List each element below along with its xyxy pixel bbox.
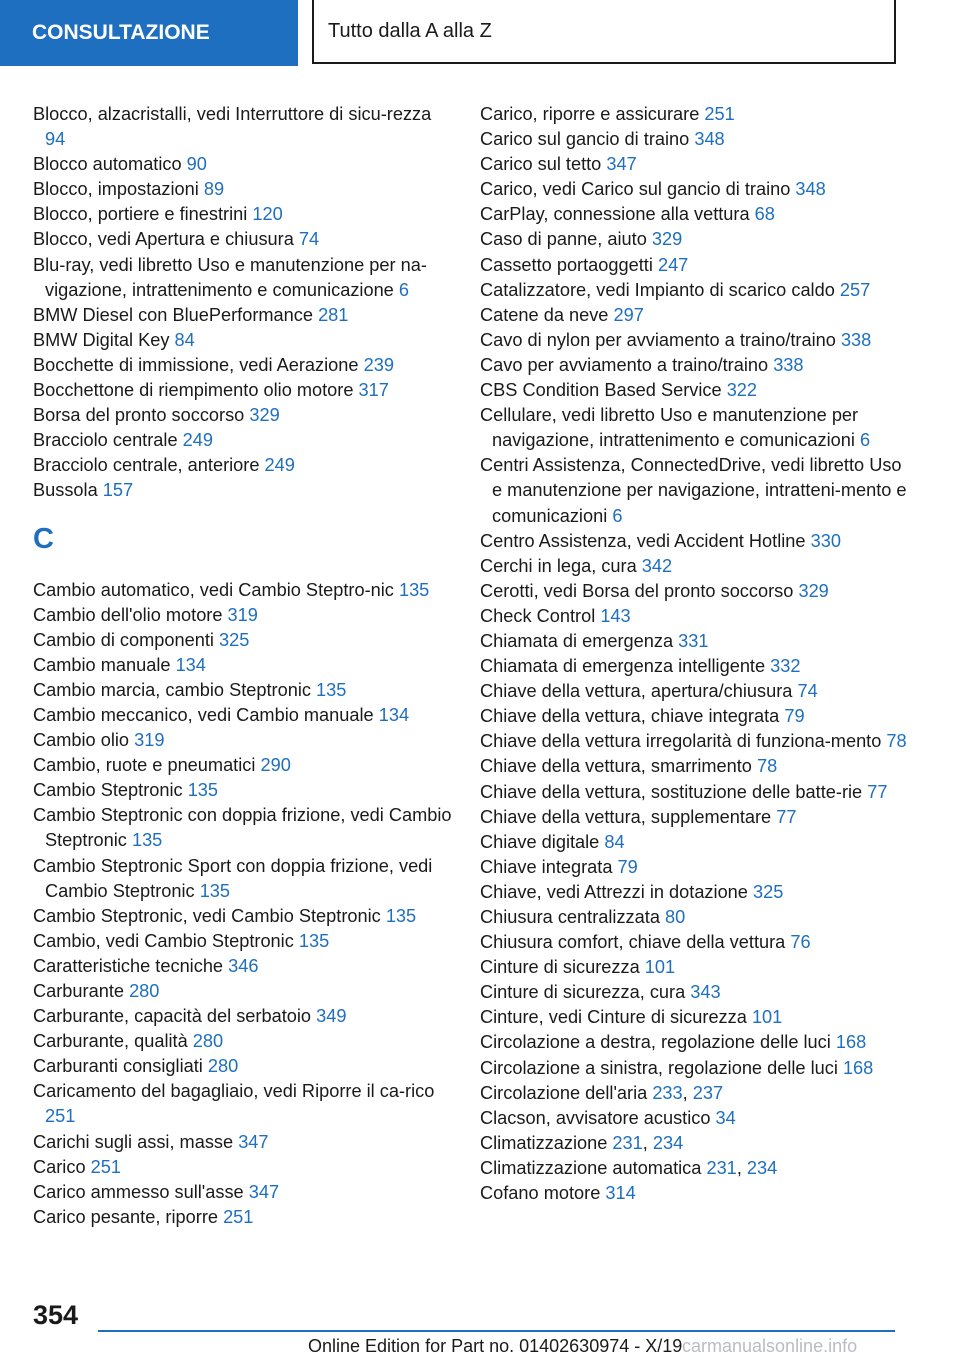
index-entry — [33, 854, 453, 904]
page-reference-link[interactable]: 101 — [751, 1007, 783, 1028]
page-reference-link[interactable]: 290 — [260, 755, 291, 776]
page-reference-link[interactable]: 237 — [692, 1082, 724, 1103]
index-term: Cambio, vedi Cambio Steptronic — [33, 930, 294, 951]
index-term: Cavo di nylon per avviamento a traino/traino — [480, 329, 836, 350]
index-term: Centri Assistenza, ConnectedDrive, vedi libretto Uso e manutenzione per navigazione, intratteni-mento e comunicazioni — [480, 455, 907, 526]
page-reference-link[interactable]: 6 — [860, 430, 871, 451]
index-term: Cambio automatico, vedi Cambio Steptro-nic — [33, 579, 394, 600]
index-entry — [480, 554, 910, 579]
index-term: Chiusura centralizzata — [480, 907, 660, 927]
page-reference-link[interactable]: 89 — [203, 179, 225, 200]
index-entry: Circolazione dell'aria 233, 237 — [480, 1082, 724, 1103]
index-term: Chiave della vettura, apertura/chiusura — [480, 681, 793, 702]
page-reference-link[interactable]: 135 — [199, 880, 231, 901]
page-reference-link[interactable]: 101 — [644, 957, 676, 978]
index-entry — [480, 177, 910, 202]
page-reference-link[interactable]: 329 — [798, 580, 829, 601]
index-term: Catalizzatore, vedi Impianto di scarico caldo — [480, 279, 835, 300]
page-reference-link[interactable]: 347 — [606, 154, 637, 175]
index-entry — [480, 880, 910, 905]
index-entry — [480, 102, 910, 127]
page-reference-link[interactable]: 349 — [316, 1006, 347, 1027]
index-term: Caricamento del bagagliaio, vedi Riporre il ca-rico — [33, 1081, 435, 1102]
index-term: Cambio Steptronic Sport con doppia frizione, vedi Cambio Steptronic — [33, 855, 433, 901]
index-entry — [33, 227, 453, 252]
index-entry — [480, 453, 910, 528]
index-term: Caso di panne, aiuto — [480, 229, 647, 250]
page-reference-link[interactable]: 233 — [652, 1082, 683, 1103]
index-term: Chiave, vedi Attrezzi in dotazione — [480, 881, 748, 902]
index-term: Cinture di sicurezza, cura — [480, 982, 686, 1003]
index-entry — [33, 929, 453, 954]
index-entry — [33, 628, 453, 653]
page-reference-link[interactable]: 347 — [248, 1181, 280, 1202]
page-reference-link[interactable]: 77 — [867, 781, 888, 802]
index-entry — [480, 729, 910, 754]
page-reference-link[interactable]: 94 — [45, 129, 66, 150]
index-term: Carichi sugli assi, masse — [33, 1131, 234, 1152]
index-entry — [480, 1181, 910, 1206]
page-reference-link[interactable]: 329 — [249, 405, 280, 426]
index-term: Bocchette di immissione, vedi Aerazione — [33, 354, 359, 375]
index-entry — [480, 529, 910, 554]
index-term: Carico sul gancio di traino — [480, 129, 690, 150]
index-term: Check Control — [480, 605, 596, 626]
index-term: Cassetto portaoggetti — [480, 254, 653, 275]
index-term: Blu-ray, vedi libretto Uso e manutenzione per na-vigazione, intrattenimento e comunicazione — [33, 254, 427, 300]
page-reference-link[interactable]: 314 — [605, 1183, 636, 1204]
page-reference-link[interactable]: 317 — [358, 380, 389, 401]
index-entry — [33, 653, 453, 678]
index-entry — [480, 1030, 910, 1055]
page-reference-link[interactable]: 251 — [90, 1156, 121, 1177]
index-entry — [480, 328, 910, 353]
page-number: 354 — [33, 1300, 79, 1330]
page-reference-link[interactable]: 143 — [600, 605, 631, 626]
page-reference-link[interactable]: 74 — [797, 681, 818, 702]
page-reference-link[interactable]: 135 — [398, 579, 430, 600]
index-term: Bracciolo centrale, anteriore — [33, 455, 260, 476]
index-term: Climatizzazione automatica — [480, 1157, 702, 1178]
page-reference-link[interactable]: 168 — [835, 1032, 867, 1053]
index-term: Cambio meccanico, vedi Cambio manuale — [33, 704, 374, 725]
index-term: Chiave della vettura, chiave integrata — [480, 706, 780, 727]
page-reference-link[interactable]: 135 — [131, 830, 163, 851]
index-entry — [480, 704, 910, 729]
page-reference-link[interactable]: 346 — [228, 955, 259, 976]
index-column-left — [33, 102, 453, 1230]
index-entry — [33, 678, 453, 703]
index-term: Chiave integrata — [480, 856, 613, 877]
index-entry — [480, 152, 910, 177]
index-term: Cambio dell'olio motore — [33, 604, 223, 625]
page-reference-link[interactable]: 76 — [790, 932, 811, 953]
index-list-c — [33, 578, 453, 1230]
page-reference-link[interactable]: 134 — [175, 654, 206, 675]
index-term: Chiave della vettura, smarrimento — [480, 756, 752, 777]
index-entry — [33, 1155, 453, 1180]
page-reference-link[interactable]: 231 — [706, 1157, 737, 1178]
page-reference-link[interactable]: 342 — [641, 555, 673, 576]
index-entry — [480, 780, 910, 805]
footer-divider — [98, 1330, 895, 1332]
chapter-header — [312, 0, 896, 64]
page-reference-link[interactable]: 135 — [298, 930, 330, 951]
page-reference-link[interactable]: 319 — [134, 730, 165, 751]
chapter-title: Tutto dalla A alla Z — [328, 19, 492, 42]
index-entry — [480, 1005, 910, 1030]
index-term: Cambio manuale — [33, 654, 171, 675]
index-term: Carburanti consigliati — [33, 1056, 203, 1077]
page-reference-link[interactable]: 257 — [839, 279, 871, 300]
index-entry — [480, 930, 910, 955]
page-reference-link[interactable]: 78 — [756, 756, 778, 777]
page-reference-link[interactable]: 120 — [252, 204, 283, 225]
index-term: Bocchettone di riempimento olio motore — [33, 380, 354, 401]
index-term: Clacson, avvisatore acustico — [480, 1107, 711, 1128]
page-reference-link[interactable]: 168 — [842, 1057, 874, 1078]
index-entry — [33, 904, 453, 929]
index-term: Catene da neve — [480, 304, 609, 325]
page-reference-link[interactable]: 6 — [398, 279, 409, 300]
index-term: Carburante — [33, 981, 124, 1001]
index-term: Cavo per avviamento a traino/traino — [480, 354, 769, 375]
index-entry — [480, 579, 910, 604]
index-term: Cambio di componenti — [33, 629, 214, 650]
index-entry — [33, 478, 453, 503]
page-reference-link[interactable]: 249 — [264, 455, 295, 476]
index-entry — [33, 1054, 453, 1079]
page-reference-link[interactable]: 281 — [318, 304, 349, 325]
page-reference-link[interactable]: 280 — [207, 1056, 239, 1077]
index-entry: Climatizzazione automatica 231, 234 — [480, 1157, 778, 1178]
index-entry — [33, 603, 453, 628]
index-term: Carico, riporre e assicurare — [480, 104, 700, 124]
index-entry — [33, 453, 453, 478]
page-reference-link[interactable]: 239 — [363, 354, 394, 375]
index-entry — [33, 803, 453, 853]
index-term: Cambio marcia, cambio Steptronic — [33, 679, 311, 700]
index-term: BMW Digital Key — [33, 329, 170, 350]
index-term: Bussola — [33, 480, 98, 501]
index-entry — [33, 703, 453, 728]
index-entry: Climatizzazione 231, 234 — [480, 1132, 684, 1153]
index-entry — [480, 629, 910, 654]
page-reference-link[interactable]: 74 — [298, 229, 320, 250]
index-term: Cerotti, vedi Borsa del pronto soccorso — [480, 580, 794, 601]
index-term: Chiamata di emergenza — [480, 630, 674, 651]
page-reference-link[interactable]: 135 — [187, 780, 219, 801]
index-term: Chiusura comfort, chiave della vettura — [480, 932, 786, 953]
page-reference-link[interactable]: 332 — [770, 656, 801, 677]
index-entry — [33, 1029, 453, 1054]
edition-note: Online Edition for Part no. 01402630974 - X/19 — [308, 1336, 683, 1356]
page-reference-link[interactable]: 251 — [45, 1106, 76, 1127]
index-term: Blocco, vedi Apertura e chiusura — [33, 229, 294, 250]
index-term: Cambio olio — [33, 730, 130, 751]
page-reference-link[interactable]: 231 — [612, 1132, 643, 1153]
index-entry — [33, 353, 453, 378]
index-term: Blocco, portiere e finestrini — [33, 204, 248, 225]
page-reference-link[interactable]: 347 — [238, 1131, 269, 1152]
page-reference-link[interactable]: 234 — [746, 1157, 778, 1178]
page-reference-link[interactable]: 331 — [678, 630, 709, 651]
index-entry — [33, 152, 453, 177]
index-term: CBS Condition Based Service — [480, 380, 722, 401]
page-reference-link[interactable]: 68 — [754, 204, 775, 225]
index-term: Cambio Steptronic, vedi Cambio Steptronic — [33, 905, 381, 926]
page-reference-link[interactable]: 234 — [652, 1132, 684, 1153]
page-reference-link[interactable]: 134 — [378, 704, 410, 725]
page-reference-link[interactable]: 343 — [690, 982, 721, 1003]
page-reference-link[interactable]: 348 — [795, 179, 826, 200]
page-reference-link[interactable]: 157 — [102, 480, 134, 501]
index-term: Climatizzazione — [480, 1132, 608, 1153]
index-entry — [480, 754, 910, 779]
index-entry — [480, 227, 910, 252]
index-entry — [480, 403, 910, 453]
index-entry — [480, 278, 910, 303]
index-entry — [33, 1180, 453, 1205]
index-term: Cambio, ruote e pneumatici — [33, 755, 256, 776]
index-section-letter: C — [33, 522, 54, 555]
index-term: Cerchi in lega, cura — [480, 555, 637, 576]
index-term: Cellulare, vedi libretto Uso e manutenzione per navigazione, intrattenimento e comunicazioni — [480, 405, 859, 451]
page-reference-link[interactable]: 84 — [604, 831, 625, 852]
index-term: Chiave della vettura, supplementare — [480, 806, 772, 827]
page-reference-link[interactable]: 90 — [186, 154, 207, 175]
index-term: Carico ammesso sull'asse — [33, 1181, 244, 1202]
index-term: Carico, vedi Carico sul gancio di traino — [480, 179, 791, 200]
page-reference-link[interactable]: 280 — [192, 1031, 224, 1052]
index-term: Cinture di sicurezza — [480, 957, 640, 978]
index-term: Chiave della vettura, sostituzione delle batte-rie — [480, 781, 863, 802]
index-term: BMW Diesel con BluePerformance — [33, 304, 313, 325]
page-reference-link[interactable]: 79 — [784, 706, 805, 727]
index-term: Borsa del pronto soccorso — [33, 405, 245, 426]
index-term: Chiave digitale — [480, 831, 600, 852]
index-term: CarPlay, connessione alla vettura — [480, 204, 750, 225]
index-entry — [33, 303, 453, 328]
page-reference-link[interactable]: 251 — [704, 104, 735, 124]
page-reference-link[interactable]: 325 — [752, 881, 784, 902]
index-entry — [33, 979, 453, 1004]
index-term: Carburante, capacità del serbatoio — [33, 1006, 312, 1027]
index-term: Carico pesante, riporre — [33, 1206, 218, 1227]
index-term: Cambio Steptronic con doppia frizione, vedi Cambio Steptronic — [33, 805, 452, 851]
index-entry — [480, 980, 910, 1005]
index-list-b — [33, 102, 453, 504]
page-reference-link[interactable]: 79 — [617, 856, 638, 877]
index-entry — [33, 778, 453, 803]
page-reference-link[interactable]: 319 — [227, 604, 258, 625]
index-entry — [480, 805, 910, 830]
section-title: CONSULTAZIONE — [32, 21, 210, 44]
page-reference-link[interactable]: 325 — [219, 629, 250, 650]
index-entry — [33, 954, 453, 979]
index-entry — [33, 378, 453, 403]
index-term: Blocco automatico — [33, 154, 182, 175]
index-term: Cofano motore — [480, 1183, 601, 1204]
page-reference-link[interactable]: 338 — [773, 354, 804, 375]
page-reference-link[interactable]: 322 — [726, 380, 758, 401]
index-term: Bracciolo centrale — [33, 430, 178, 451]
page-reference-link[interactable]: 348 — [694, 129, 725, 150]
index-entry — [33, 1079, 453, 1129]
index-entry — [480, 253, 910, 278]
index-entry — [33, 578, 453, 603]
index-term: Circolazione dell'aria — [480, 1082, 648, 1103]
index-entry — [33, 403, 453, 428]
page-reference-link[interactable]: 247 — [657, 254, 689, 275]
index-entry — [480, 604, 910, 629]
index-entry — [480, 1056, 910, 1081]
index-entry — [480, 378, 910, 403]
page-reference-link[interactable]: 251 — [223, 1206, 254, 1227]
index-entry — [33, 753, 453, 778]
page-reference-link[interactable]: 77 — [776, 806, 797, 827]
index-term: Chiamata di emergenza intelligente — [480, 656, 766, 677]
index-entry — [33, 177, 453, 202]
index-term: Carico sul tetto — [480, 154, 602, 175]
index-entry — [480, 654, 910, 679]
index-term: Blocco, impostazioni — [33, 179, 199, 200]
index-entry — [480, 1106, 910, 1131]
page-reference-link[interactable]: 297 — [613, 304, 644, 325]
index-entry — [480, 303, 910, 328]
index-term: Centro Assistenza, vedi Accident Hotline — [480, 530, 806, 551]
index-entry — [33, 328, 453, 353]
index-entry — [33, 253, 453, 303]
index-entry — [33, 728, 453, 753]
index-term: Circolazione a sinistra, regolazione delle luci — [480, 1057, 838, 1078]
index-term: Blocco, alzacristalli, vedi Interruttore di sicu-rezza — [33, 104, 432, 124]
index-term: Caratteristiche tecniche — [33, 955, 224, 976]
index-term: Carico — [33, 1156, 86, 1177]
page-reference-link[interactable]: 84 — [174, 329, 195, 350]
index-term: Cinture, vedi Cinture di sicurezza — [480, 1007, 747, 1028]
page-reference-link[interactable]: 249 — [182, 430, 213, 451]
page-reference-link[interactable]: 135 — [316, 679, 347, 700]
index-entry — [33, 202, 453, 227]
index-entry — [480, 830, 910, 855]
page-reference-link[interactable]: 338 — [840, 329, 872, 350]
index-entry — [480, 905, 910, 930]
index-term: Carburante, qualità — [33, 1031, 188, 1052]
page-reference-link[interactable]: 330 — [810, 530, 841, 551]
index-column-right — [480, 102, 910, 1206]
page-reference-link[interactable]: 34 — [715, 1107, 736, 1128]
page-reference-link[interactable]: 80 — [665, 907, 686, 927]
index-list-c-continued — [480, 102, 910, 1206]
section-tab — [0, 0, 298, 66]
index-entry — [480, 955, 910, 980]
index-entry — [33, 428, 453, 453]
index-entry — [480, 353, 910, 378]
index-entry — [33, 1004, 453, 1029]
page-reference-link[interactable]: 280 — [129, 981, 160, 1001]
index-term: Circolazione a destra, regolazione delle luci — [480, 1032, 831, 1053]
page-reference-link[interactable]: 78 — [886, 731, 907, 752]
index-entry — [480, 855, 910, 880]
index-entry — [33, 1205, 453, 1230]
index-term: Cambio Steptronic — [33, 780, 183, 801]
page-reference-link[interactable]: 135 — [385, 905, 417, 926]
watermark: carmanualsonline.info — [682, 1336, 858, 1356]
index-entry — [33, 102, 453, 152]
page-reference-link[interactable]: 329 — [651, 229, 683, 250]
index-entry — [480, 202, 910, 227]
page-reference-link[interactable]: 6 — [612, 505, 623, 526]
index-term: Chiave della vettura irregolarità di funziona-mento — [480, 731, 882, 752]
index-entry — [33, 1130, 453, 1155]
index-entry — [480, 679, 910, 704]
index-entry — [480, 127, 910, 152]
